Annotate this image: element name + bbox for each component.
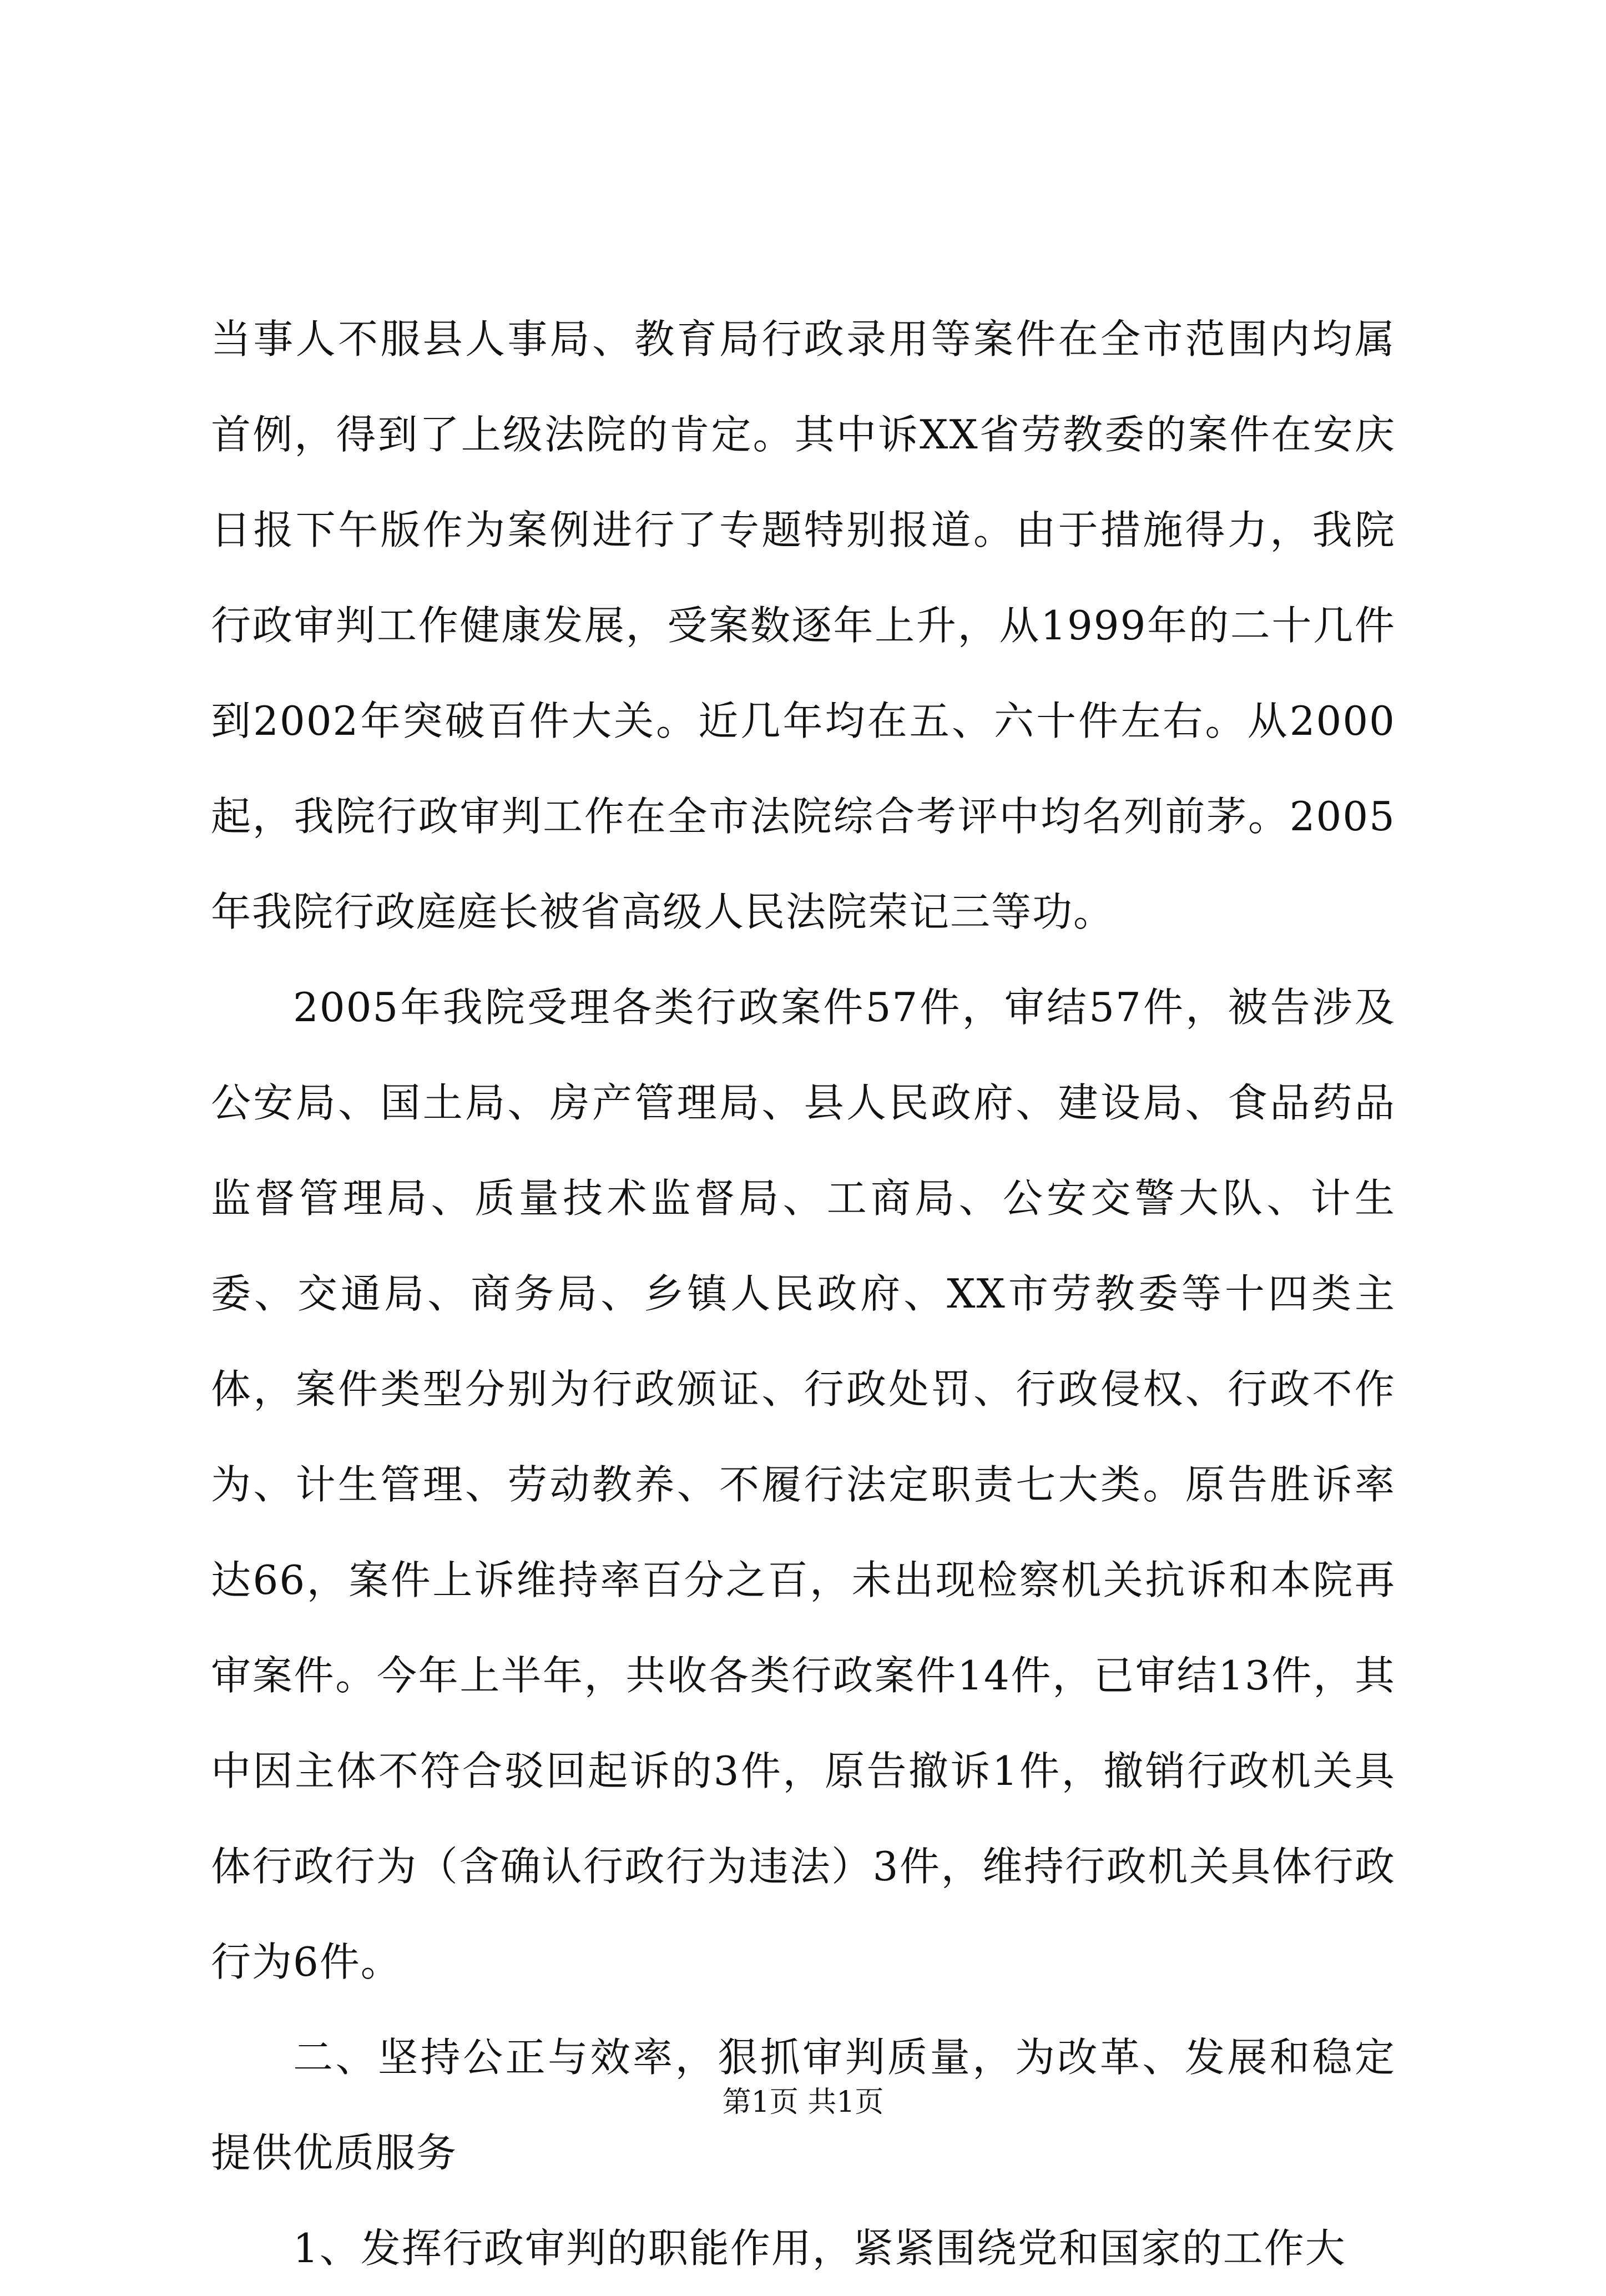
page-footer: 第1页 共1页 <box>722 2086 884 2119</box>
paragraph-case-statistics: 2005年我院受理各类行政案件57件，审结57件，被告涉及公安局、国土局、房产管理局、县人民政府、建设局、食品药品监督管理局、质量技术监督局、工商局、公安交警大队、计生委、交通局、商务局、乡镇人民政府、XX市劳教委等十四类主体，案件类型分别为行政颁证、行政处罚、行政侵权、行政不作为、计生管理、劳动教养、不履行法定职责七大类。原告胜诉率达66，案件上诉维持率百分之百，未出现检察机关抗诉和本院再审案件。今年上半年，共收各类行政案件14件，已审结13件，其中因主体不符合驳回起诉的3件，原告撤诉1件，撤销行政机关具体行政行为（含确认行政行为违法）3件，维持行政机关具体行政行为6件。 <box>211 984 1396 1985</box>
document-body <box>211 291 1396 2296</box>
section-heading-two: 二、坚持公正与效率，狠抓审判质量，为改革、发展和稳定提供优质服务 <box>211 2034 1396 2176</box>
subsection-heading-one: 1、发挥行政审判的职能作用，紧紧围绕党和国家的工作大 <box>293 2225 1346 2272</box>
paragraph-continuation: 当事人不服县人事局、教育局行政录用等案件在全市范围内均属首例，得到了上级法院的肯定。其中诉XX省劳教委的案件在安庆日报下午版作为案例进行了专题特别报道。由于措施得力，我院行政审判工作健康发展，受案数逐年上升，从1999年的二十几件到2002年突破百件大关。近几年均在五、六十件左右。从2000起，我院行政审判工作在全市法院综合考评中均名列前茅。2005年我院行政庭庭长被省高级人民法院荣记三等功。 <box>211 316 1396 935</box>
